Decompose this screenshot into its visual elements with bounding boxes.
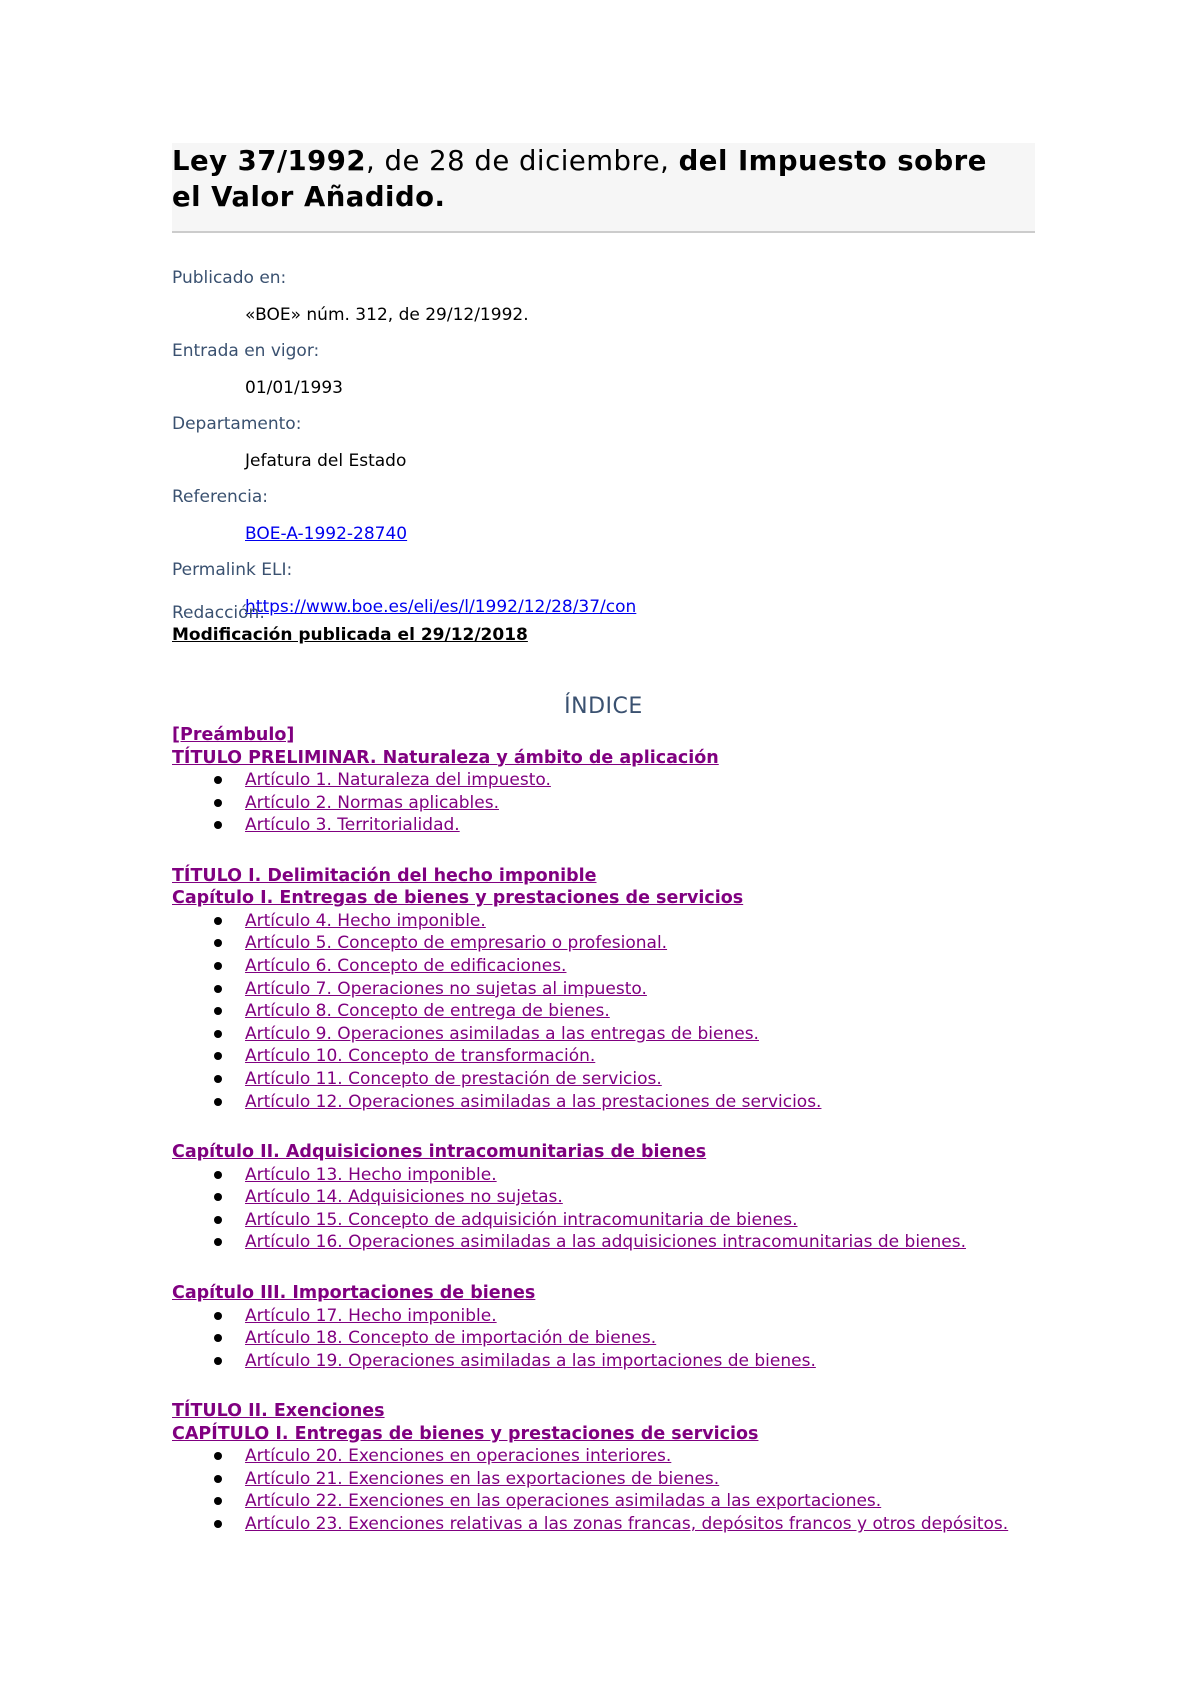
bullet-icon: [214, 1216, 222, 1224]
meta-label-permalink: Permalink ELI:: [172, 560, 293, 580]
article-link[interactable]: Artículo 22. Exenciones en las operaciones asimiladas a las exportaciones.: [245, 1491, 882, 1512]
bullet-icon: [214, 1193, 222, 1201]
meta-value-referencia: [172, 524, 1035, 561]
list-item: [172, 1045, 1035, 1068]
article-link[interactable]: Artículo 4. Hecho imponible.: [245, 910, 486, 931]
meta-value-departamento: Jefatura del Estado: [245, 450, 407, 471]
bullet-icon: [214, 1052, 222, 1060]
bullet-icon: [214, 1171, 222, 1179]
redaccion-block: [172, 602, 528, 646]
list-item: [172, 978, 1035, 1001]
bullet-icon: [214, 1312, 222, 1320]
article-link[interactable]: Artículo 21. Exenciones en las exportaciones de bienes.: [245, 1468, 720, 1489]
bullet-icon: [214, 1452, 222, 1460]
bullet-icon: [214, 939, 222, 947]
list-item: [172, 1445, 1035, 1468]
bullet-icon: [214, 1075, 222, 1083]
title-date: , de 28 de diciembre,: [366, 145, 679, 177]
bullet-icon: [214, 1007, 222, 1015]
list-item: [172, 1000, 1035, 1023]
table-of-contents: [172, 724, 1035, 1564]
toc-article-list: [172, 1305, 1035, 1373]
article-link[interactable]: Artículo 17. Hecho imponible.: [245, 1305, 497, 1326]
article-link[interactable]: Artículo 10. Concepto de transformación.: [245, 1046, 596, 1067]
toc-article-list: [172, 910, 1035, 1113]
article-link[interactable]: Artículo 14. Adquisiciones no sujetas.: [245, 1187, 563, 1208]
permalink-link[interactable]: https://www.boe.es/eli/es/l/1992/12/28/37/con: [245, 596, 637, 617]
toc-group: [172, 724, 1035, 837]
article-link[interactable]: Artículo 5. Concepto de empresario o profesional.: [245, 933, 668, 954]
list-item: [172, 814, 1035, 837]
toc-heading-link[interactable]: TÍTULO PRELIMINAR. Naturaleza y ámbito de aplicación: [172, 747, 719, 768]
article-link[interactable]: Artículo 12. Operaciones asimiladas a las prestaciones de servicios.: [245, 1091, 822, 1112]
list-item: [172, 792, 1035, 815]
bullet-icon: [214, 1497, 222, 1505]
article-link[interactable]: Artículo 8. Concepto de entrega de bienes.: [245, 1001, 610, 1022]
title-subject-line1: del Impuesto sobre: [678, 145, 987, 177]
list-item: [172, 932, 1035, 955]
article-link[interactable]: Artículo 9. Operaciones asimiladas a las entregas de bienes.: [245, 1023, 759, 1044]
toc-heading-link[interactable]: Capítulo I. Entregas de bienes y prestaciones de servicios: [172, 888, 744, 909]
bullet-icon: [214, 985, 222, 993]
title-subject-line2: el Valor Añadido.: [172, 181, 446, 213]
article-link[interactable]: Artículo 3. Territorialidad.: [245, 815, 460, 836]
bullet-icon: [214, 1334, 222, 1342]
toc-heading-link[interactable]: Capítulo III. Importaciones de bienes: [172, 1283, 536, 1303]
list-item: [172, 1490, 1035, 1513]
article-link[interactable]: Artículo 23. Exenciones relativas a las zonas francas, depósitos francos y otros depósitos.: [245, 1514, 1009, 1535]
list-item: [172, 1091, 1035, 1114]
toc-article-list: [172, 1164, 1035, 1254]
toc-heading-link[interactable]: [Preámbulo]: [172, 725, 295, 745]
article-link[interactable]: Artículo 18. Concepto de importación de bienes.: [245, 1328, 657, 1349]
redaccion-label: Redacción:: [172, 603, 266, 623]
article-link[interactable]: Artículo 13. Hecho imponible.: [245, 1164, 497, 1185]
article-link[interactable]: Artículo 2. Normas aplicables.: [245, 792, 499, 813]
list-item: [172, 1068, 1035, 1091]
article-link[interactable]: Artículo 6. Concepto de edificaciones.: [245, 955, 567, 976]
article-link[interactable]: Artículo 15. Concepto de adquisición intracomunitaria de bienes.: [245, 1209, 798, 1230]
meta-label-vigor: Entrada en vigor:: [172, 341, 320, 361]
bullet-icon: [214, 1030, 222, 1038]
list-item: [172, 1513, 1035, 1536]
list-item: [172, 910, 1035, 933]
title-law-number: Ley 37/1992: [172, 145, 367, 177]
bullet-icon: [214, 1475, 222, 1483]
meta-label-referencia: Referencia:: [172, 487, 269, 507]
list-item: [172, 1231, 1035, 1254]
meta-label-departamento: Departamento:: [172, 414, 302, 434]
article-link[interactable]: Artículo 11. Concepto de prestación de servicios.: [245, 1068, 662, 1089]
list-item: [172, 769, 1035, 792]
meta-value-vigor: 01/01/1993: [245, 377, 343, 398]
toc-heading-link[interactable]: Capítulo II. Adquisiciones intracomunitarias de bienes: [172, 1142, 707, 1163]
meta-value-publicado: «BOE» núm. 312, de 29/12/1992.: [245, 304, 529, 325]
toc-heading-link[interactable]: TÍTULO I. Delimitación del hecho imponible: [172, 865, 597, 886]
list-item: [172, 1186, 1035, 1209]
bullet-icon: [214, 799, 222, 807]
referencia-link[interactable]: BOE-A-1992-28740: [245, 523, 408, 544]
redaccion-value: Modificación publicada el 29/12/2018: [172, 625, 528, 645]
toc-group: [172, 865, 1035, 1113]
article-link[interactable]: Artículo 19. Operaciones asimiladas a las importaciones de bienes.: [245, 1350, 816, 1371]
bullet-icon: [214, 776, 222, 784]
list-item: [172, 1305, 1035, 1328]
bullet-icon: [214, 1357, 222, 1365]
list-item: [172, 1468, 1035, 1491]
bullet-icon: [214, 821, 222, 829]
toc-group: [172, 1282, 1035, 1372]
list-item: [172, 1350, 1035, 1373]
toc-group: [172, 1141, 1035, 1254]
bullet-icon: [214, 962, 222, 970]
bullet-icon: [214, 1098, 222, 1106]
article-link[interactable]: Artículo 1. Naturaleza del impuesto.: [245, 770, 551, 790]
toc-article-list: [172, 769, 1035, 837]
meta-label-publicado: Publicado en:: [172, 268, 287, 288]
toc-heading-link[interactable]: TÍTULO II. Exenciones: [172, 1401, 385, 1422]
list-item: [172, 955, 1035, 978]
article-link[interactable]: Artículo 20. Exenciones en operaciones interiores.: [245, 1446, 672, 1467]
bullet-icon: [214, 1238, 222, 1246]
article-link[interactable]: Artículo 16. Operaciones asimiladas a las adquisiciones intracomunitarias de bienes.: [245, 1232, 966, 1253]
bullet-icon: [214, 917, 222, 925]
bullet-icon: [214, 1520, 222, 1528]
page-title: [172, 143, 1035, 215]
index-heading: ÍNDICE: [564, 694, 643, 719]
list-item: [172, 1209, 1035, 1232]
metadata-list: [172, 268, 1035, 633]
list-item: [172, 1023, 1035, 1046]
list-item: [172, 1327, 1035, 1350]
title-box: [172, 143, 1035, 233]
toc-heading-link[interactable]: CAPÍTULO I. Entregas de bienes y prestaciones de servicios: [172, 1423, 759, 1444]
toc-article-list: [172, 1445, 1035, 1535]
article-link[interactable]: Artículo 7. Operaciones no sujetas al impuesto.: [245, 978, 647, 999]
list-item: [172, 1164, 1035, 1187]
toc-group: [172, 1400, 1035, 1535]
